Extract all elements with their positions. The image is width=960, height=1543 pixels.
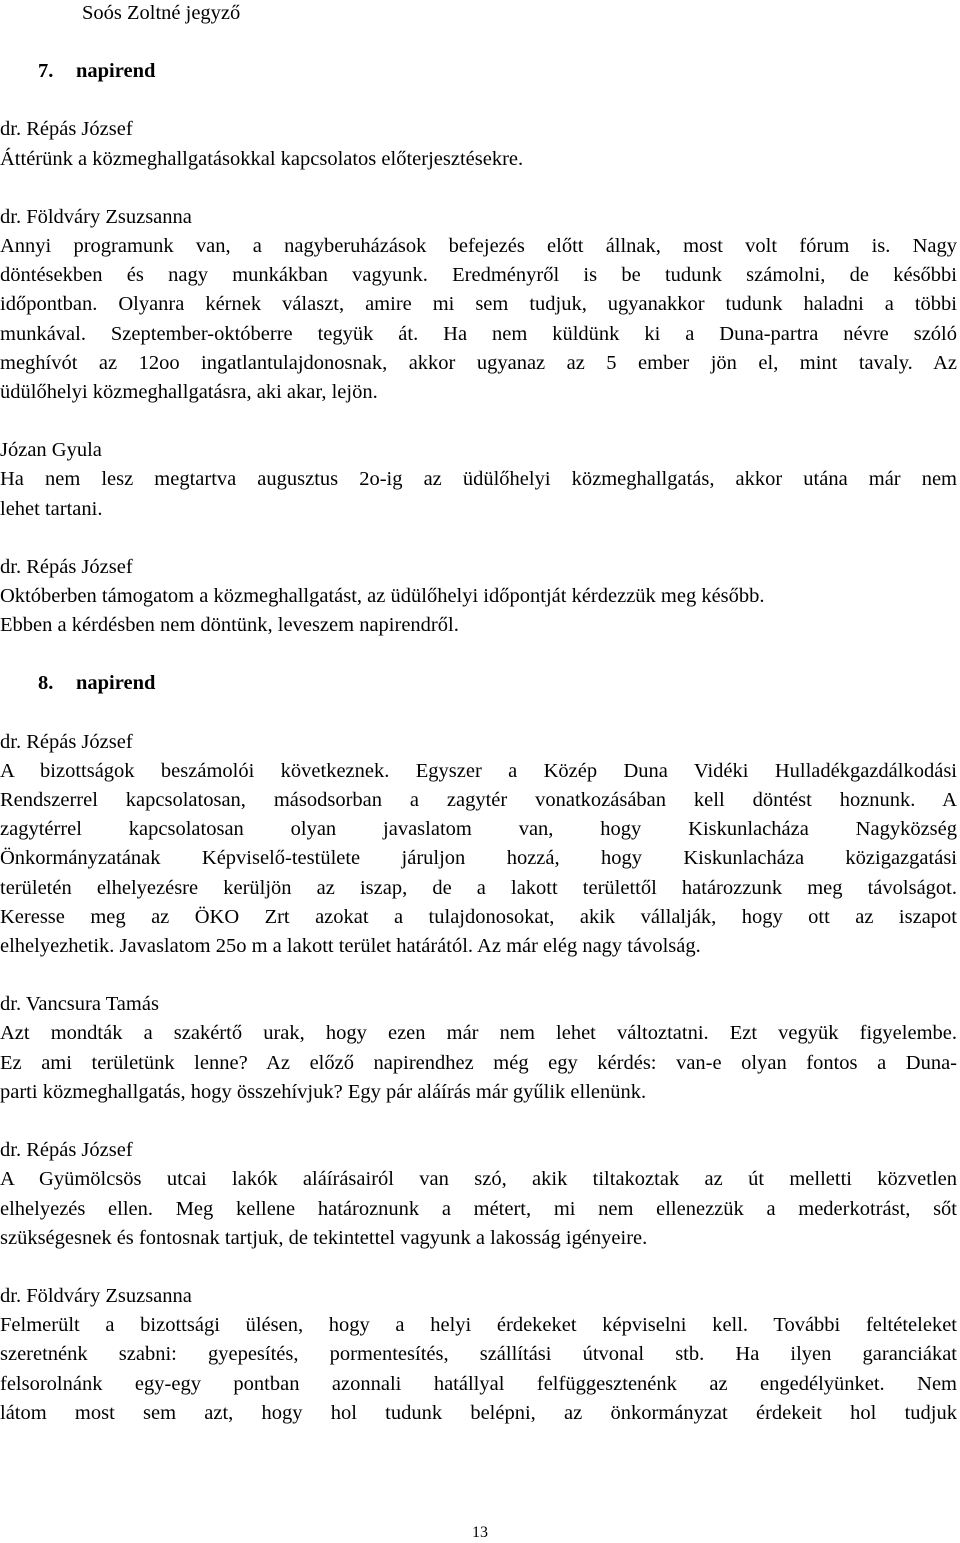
speech-line: területén elhelyezésre kerüljön az iszap, de a lakott területtől határozzunk meg távolságot. — [0, 876, 957, 899]
speech-block — [0, 436, 957, 524]
agenda-heading-8 — [0, 669, 957, 698]
speech-line: elhelyezés ellen. Meg kellene határoznunk a métert, mi nem ellenezzük a mederkotrást, sőt — [0, 1197, 957, 1220]
speech-block — [0, 553, 957, 641]
speech-line: döntésekben és nagy munkákban vagyunk. Eredményről is be tudunk számolni, de későbbi — [0, 264, 957, 287]
speech-block — [0, 115, 957, 173]
agenda-number: 7. — [38, 60, 54, 83]
speech-line: lehet tartani. — [0, 497, 103, 520]
speech-line: meghívót az 12oo ingatlantulajdonosnak, akkor ugyanaz az 5 ember jön el, mint tavaly. Az — [0, 351, 957, 374]
speaker-name: dr. Répás József — [0, 555, 133, 578]
speech-line: Rendszerrel kapcsolatosan, másodsorban a zagytér vonatkozásában kell döntést hoznunk. A — [0, 789, 957, 812]
speech-line: látom most sem azt, hogy hol tudunk belépni, az önkormányzat érdekeit hol tudjuk — [0, 1401, 957, 1424]
speech-line: Keresse meg az ÖKO Zrt azokat a tulajdonosokat, akik vállalják, hogy ott az iszapot — [0, 905, 957, 928]
speech-line: felsorolnánk egy-egy pontban azonnali hatállyal felfüggesztenénk az engedélyünket. Nem — [0, 1372, 957, 1395]
speech-line: Felmerült a bizottsági ülésen, hogy a helyi érdekeket képviselni kell. További feltételeket — [0, 1314, 957, 1337]
speech-line: Annyi programunk van, a nagyberuházások befejezés előtt állnak, most volt fórum is. Nagy — [0, 235, 957, 258]
speech-line: elhelyezhetik. Javaslatom 25o m a lakott terület határától. Az már elég nagy távolság. — [0, 935, 701, 958]
speaker-name: dr. Földváry Zsuzsanna — [0, 205, 192, 228]
speech-block — [0, 1136, 957, 1253]
agenda-label: napirend — [76, 672, 156, 695]
header-name: Soós Zoltné jegyző — [82, 2, 241, 24]
speech-line: A Gyümölcsös utcai lakók aláírásairól van szó, akik tiltakoztak az út melletti közvetlen — [0, 1168, 957, 1191]
speaker-name: dr. Répás József — [0, 1139, 133, 1162]
speech-line: munkával. Szeptember-októberre tegyük át. Ha nem küldünk ki a Duna-partra névre szóló — [0, 322, 957, 345]
agenda-heading-7 — [0, 57, 957, 86]
speech-line: szükségesnek és fontosnak tartjuk, de tekintettel vagyunk a lakosság igényeire. — [0, 1226, 648, 1249]
speech-line: zagytérrel kapcsolatosan olyan javaslatom van, hogy Kiskunlacháza Nagyközség — [0, 818, 957, 841]
speech-line: A bizottságok beszámolói következnek. Egyszer a Közép Duna Vidéki Hulladékgazdálkodási — [0, 759, 957, 782]
speech-block — [0, 990, 957, 1107]
speech-block — [0, 1282, 957, 1428]
speech-block — [0, 728, 957, 962]
speech-line: Ez ami területünk lenne? Az előző napirendhez még egy kérdés: van-e olyan fontos a Duna- — [0, 1051, 957, 1074]
speech-line: üdülőhelyi közmeghallgatásra, aki akar, lejön. — [0, 381, 378, 404]
speaker-name: dr. Répás József — [0, 118, 133, 141]
speech-line: Áttérünk a közmeghallgatásokkal kapcsolatos előterjesztésekre. — [0, 147, 524, 170]
speech-line: szeretnénk szabni: gyepesítés, pormentesítés, szállítási útvonal stb. Ha ilyen garanciákat — [0, 1343, 957, 1366]
speaker-name: dr. Répás József — [0, 730, 133, 753]
agenda-label: napirend — [76, 60, 156, 83]
speech-line: időpontban. Olyanra kérnek választ, amire mi sem tudjuk, ugyanakkor tudunk haladni a többi — [0, 293, 957, 316]
agenda-number: 8. — [38, 672, 54, 695]
speech-line: Ha nem lesz megtartva augusztus 2o-ig az üdülőhelyi közmeghallgatás, akkor utána már nem — [0, 468, 957, 491]
page-number: 13 — [472, 1524, 488, 1541]
speaker-name: dr. Vancsura Tamás — [0, 993, 159, 1016]
speaker-name: dr. Földváry Zsuzsanna — [0, 1284, 192, 1307]
speaker-name: Józan Gyula — [0, 439, 102, 462]
speech-line: parti közmeghallgatás, hogy összehívjuk? Egy pár aláírás már gyűlik ellenünk. — [0, 1080, 647, 1103]
speech-line: Ebben a kérdésben nem döntünk, leveszem napirendről. — [0, 614, 459, 637]
speech-line: Azt mondták a szakértő urak, hogy ezen már nem lehet változtatni. Ezt vegyük figyelembe. — [0, 1022, 957, 1045]
speech-line: Októberben támogatom a közmeghallgatást, az üdülőhelyi időpontját kérdezzük meg később. — [0, 585, 765, 608]
speech-line: Önkormányzatának Képviselő-testülete járuljon hozzá, hogy Kiskunlacháza közigazgatási — [0, 847, 957, 870]
speech-block — [0, 203, 957, 407]
